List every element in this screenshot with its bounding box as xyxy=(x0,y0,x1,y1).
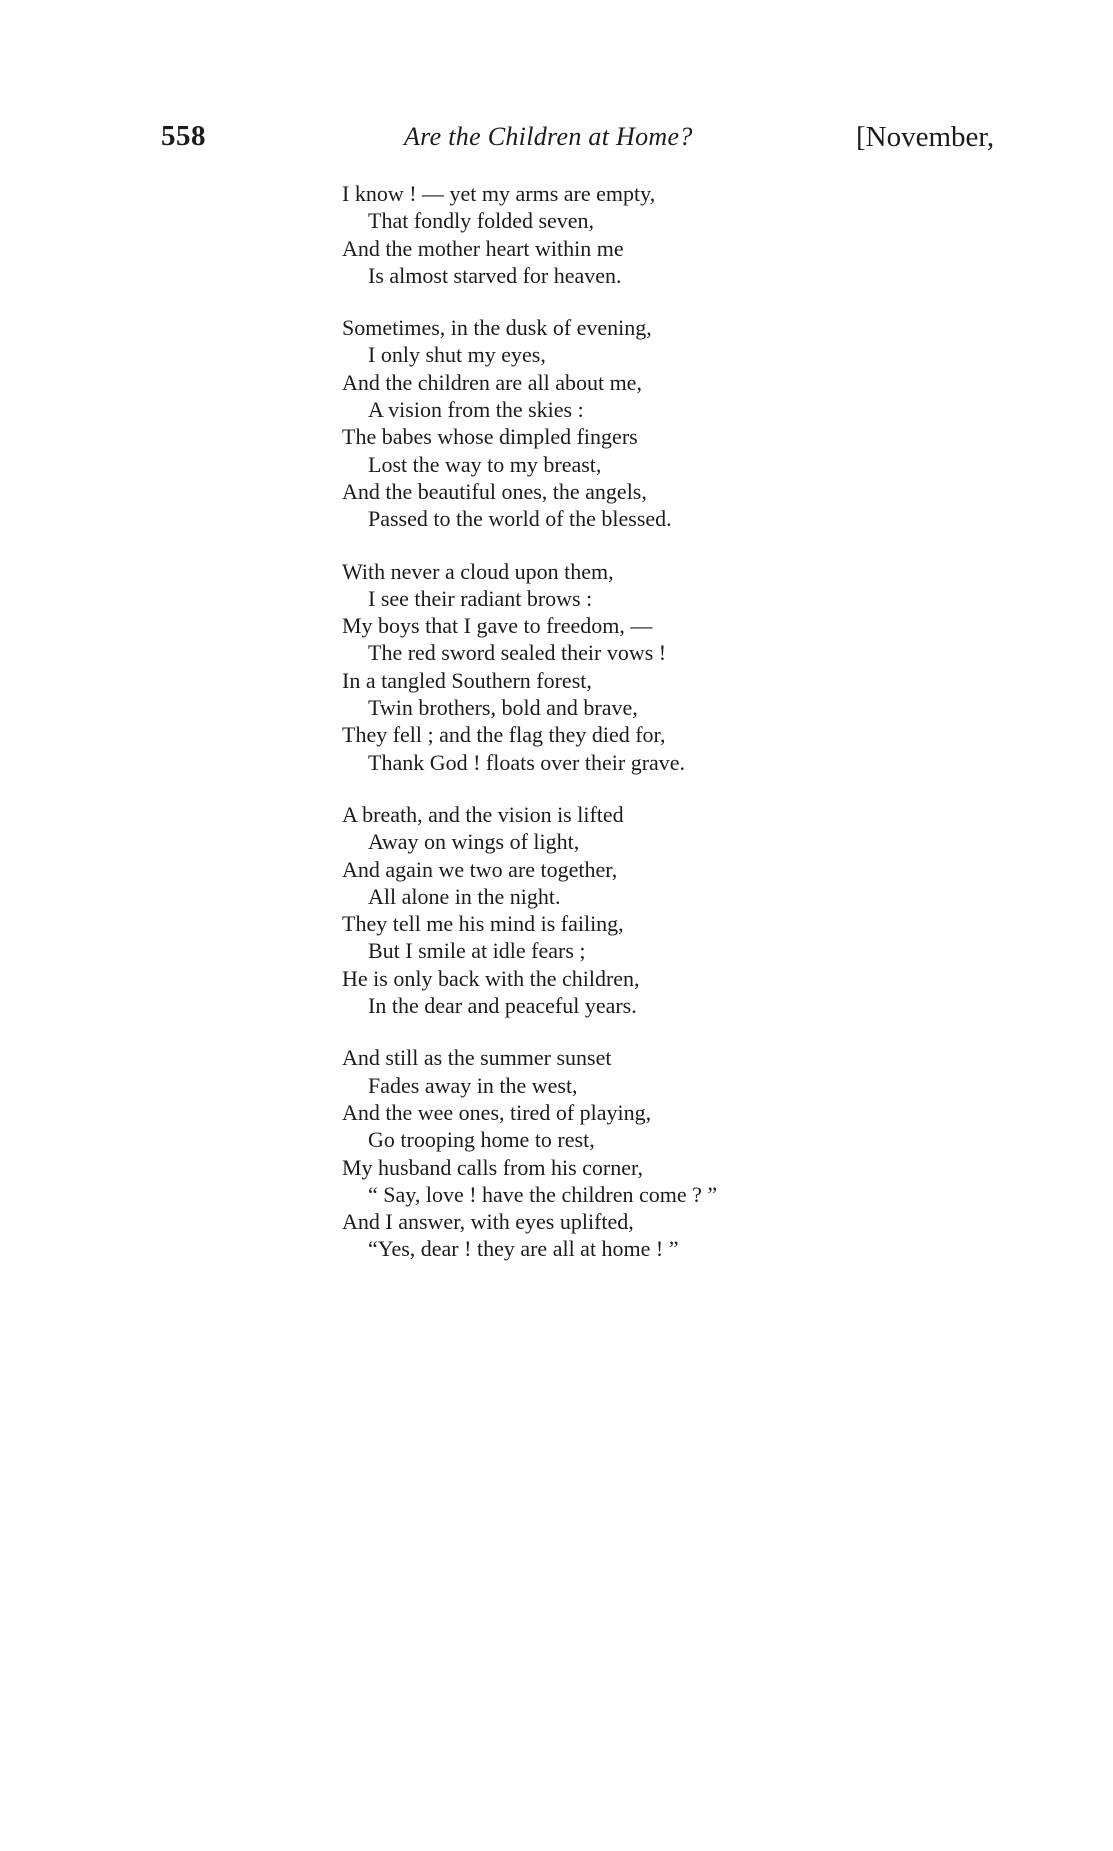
poem-line: My husband calls from his corner, xyxy=(342,1154,643,1180)
poem-line: The babes whose dimpled fingers xyxy=(342,424,638,450)
poem-line: With never a cloud upon them, xyxy=(342,558,614,584)
poem xyxy=(342,180,962,1288)
stanza-5 xyxy=(342,1044,962,1262)
poem-line: Twin brothers, bold and brave, xyxy=(368,695,638,721)
poem-line: I see their radiant brows : xyxy=(368,585,593,611)
poem-line: That fondly folded seven, xyxy=(368,208,595,234)
poem-line: My boys that I gave to freedom, — xyxy=(342,613,653,639)
poem-line: They tell me his mind is failing, xyxy=(342,911,624,937)
poem-line: Fades away in the west, xyxy=(368,1072,578,1098)
poem-line: “Yes, dear ! they are all at home ! ” xyxy=(368,1236,679,1262)
poem-line: All alone in the night. xyxy=(368,883,561,909)
stanza-4 xyxy=(342,801,962,1019)
poem-line: And again we two are together, xyxy=(342,856,618,882)
poem-line: And the wee ones, tired of playing, xyxy=(342,1099,652,1125)
poem-line: I only shut my eyes, xyxy=(368,342,546,368)
poem-line: But I smile at idle fears ; xyxy=(368,938,586,964)
stanza-1 xyxy=(342,180,962,289)
poem-line: A breath, and the vision is lifted xyxy=(342,801,624,827)
poem-line: And the beautiful ones, the angels, xyxy=(342,478,647,504)
poem-line: The red sword sealed their vows ! xyxy=(368,640,667,666)
poem-line: They fell ; and the flag they died for, xyxy=(342,722,666,748)
poem-line: Thank God ! floats over their grave. xyxy=(368,749,686,775)
poem-line: Away on wings of light, xyxy=(368,829,580,855)
poem-line: Sometimes, in the dusk of evening, xyxy=(342,315,652,341)
poem-line: Is almost starved for heaven. xyxy=(368,262,622,288)
poem-line: In a tangled Southern forest, xyxy=(342,667,592,693)
stanza-3 xyxy=(342,558,962,776)
poem-line: Passed to the world of the blessed. xyxy=(368,506,672,532)
poem-line: A vision from the skies : xyxy=(368,397,584,423)
poem-line: And the mother heart within me xyxy=(342,235,624,261)
poem-line: Go trooping home to rest, xyxy=(368,1127,595,1153)
poem-line: Lost the way to my breast, xyxy=(368,451,602,477)
poem-line: In the dear and peaceful years. xyxy=(368,993,637,1019)
poem-line: And I answer, with eyes uplifted, xyxy=(342,1209,634,1235)
poem-line: “ Say, love ! have the children come ? ” xyxy=(368,1181,718,1207)
poem-line: I know ! — yet my arms are empty, xyxy=(342,181,656,206)
page-header xyxy=(0,120,1113,160)
poem-line: And the children are all about me, xyxy=(342,369,642,395)
page-number: 558 xyxy=(161,120,206,152)
stanza-2 xyxy=(342,314,962,532)
running-month: [November, xyxy=(856,121,995,153)
poem-line: And still as the summer sunset xyxy=(342,1045,612,1071)
poem-line: He is only back with the children, xyxy=(342,965,640,991)
running-title: Are the Children at Home? xyxy=(404,122,693,151)
